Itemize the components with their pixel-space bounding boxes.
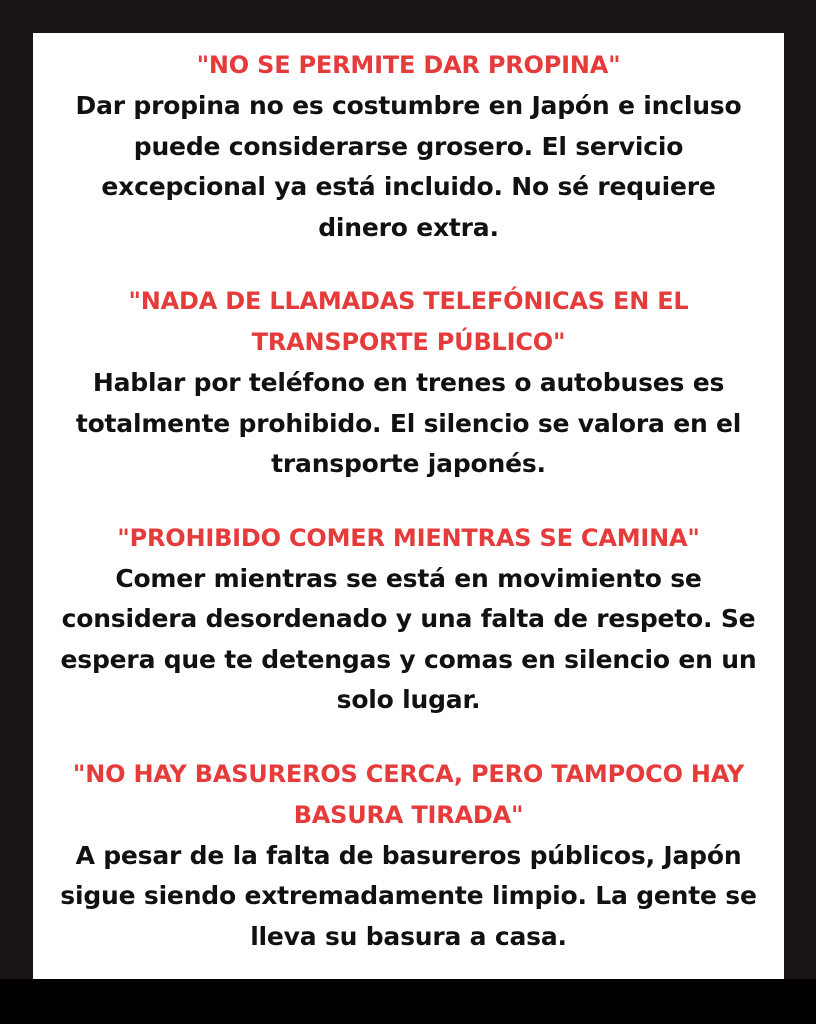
section-eating-walking <box>33 518 784 721</box>
section-heading: BASURA TIRADA" <box>293 800 524 829</box>
section-body-line: totalmente prohibido. El silencio se valora en el <box>75 408 742 438</box>
section-body-line: lleva su basura a casa. <box>250 921 567 951</box>
section-trash-bins <box>33 754 784 958</box>
section-heading: "NADA DE LLAMADAS TELEFÓNICAS EN EL <box>128 287 689 315</box>
section-body-line: excepcional ya está incluido. No sé requiere <box>101 172 716 201</box>
section-body-line: Hablar por teléfono en trenes o autobuses es <box>92 368 725 397</box>
section-body-line: sigue siendo extremadamente limpio. La gente se <box>60 881 757 910</box>
section-heading: "PROHIBIDO COMER MIENTRAS SE CAMINA" <box>117 523 700 552</box>
section-body-line: espera que te detengas y comas en silencio en un <box>60 644 757 674</box>
section-body-line: Comer mientras se está en movimiento se <box>115 563 702 593</box>
section-body-line: A pesar de la falta de basureros públicos, Japón <box>75 840 742 870</box>
section-tipping <box>33 45 784 248</box>
section-heading: TRANSPORTE PÚBLICO" <box>251 328 566 356</box>
section-body-line: considera desordenado y una falta de respeto. Se <box>61 604 756 633</box>
bottom-bar <box>0 979 816 1024</box>
section-body-line: puede considerarse grosero. El servicio <box>133 131 684 161</box>
section-phone-calls <box>33 281 784 485</box>
section-body-line: transporte japonés. <box>271 449 546 478</box>
section-heading: "NO HAY BASUREROS CERCA, PERO TAMPOCO HAY <box>72 759 745 788</box>
section-heading: "NO SE PERMITE DAR PROPINA" <box>196 51 621 79</box>
section-body-line: Dar propina no es costumbre en Japón e incluso <box>75 91 742 120</box>
content-panel <box>33 33 784 979</box>
section-body-line: solo lugar. <box>336 685 481 714</box>
section-body-line: dinero extra. <box>318 212 499 242</box>
